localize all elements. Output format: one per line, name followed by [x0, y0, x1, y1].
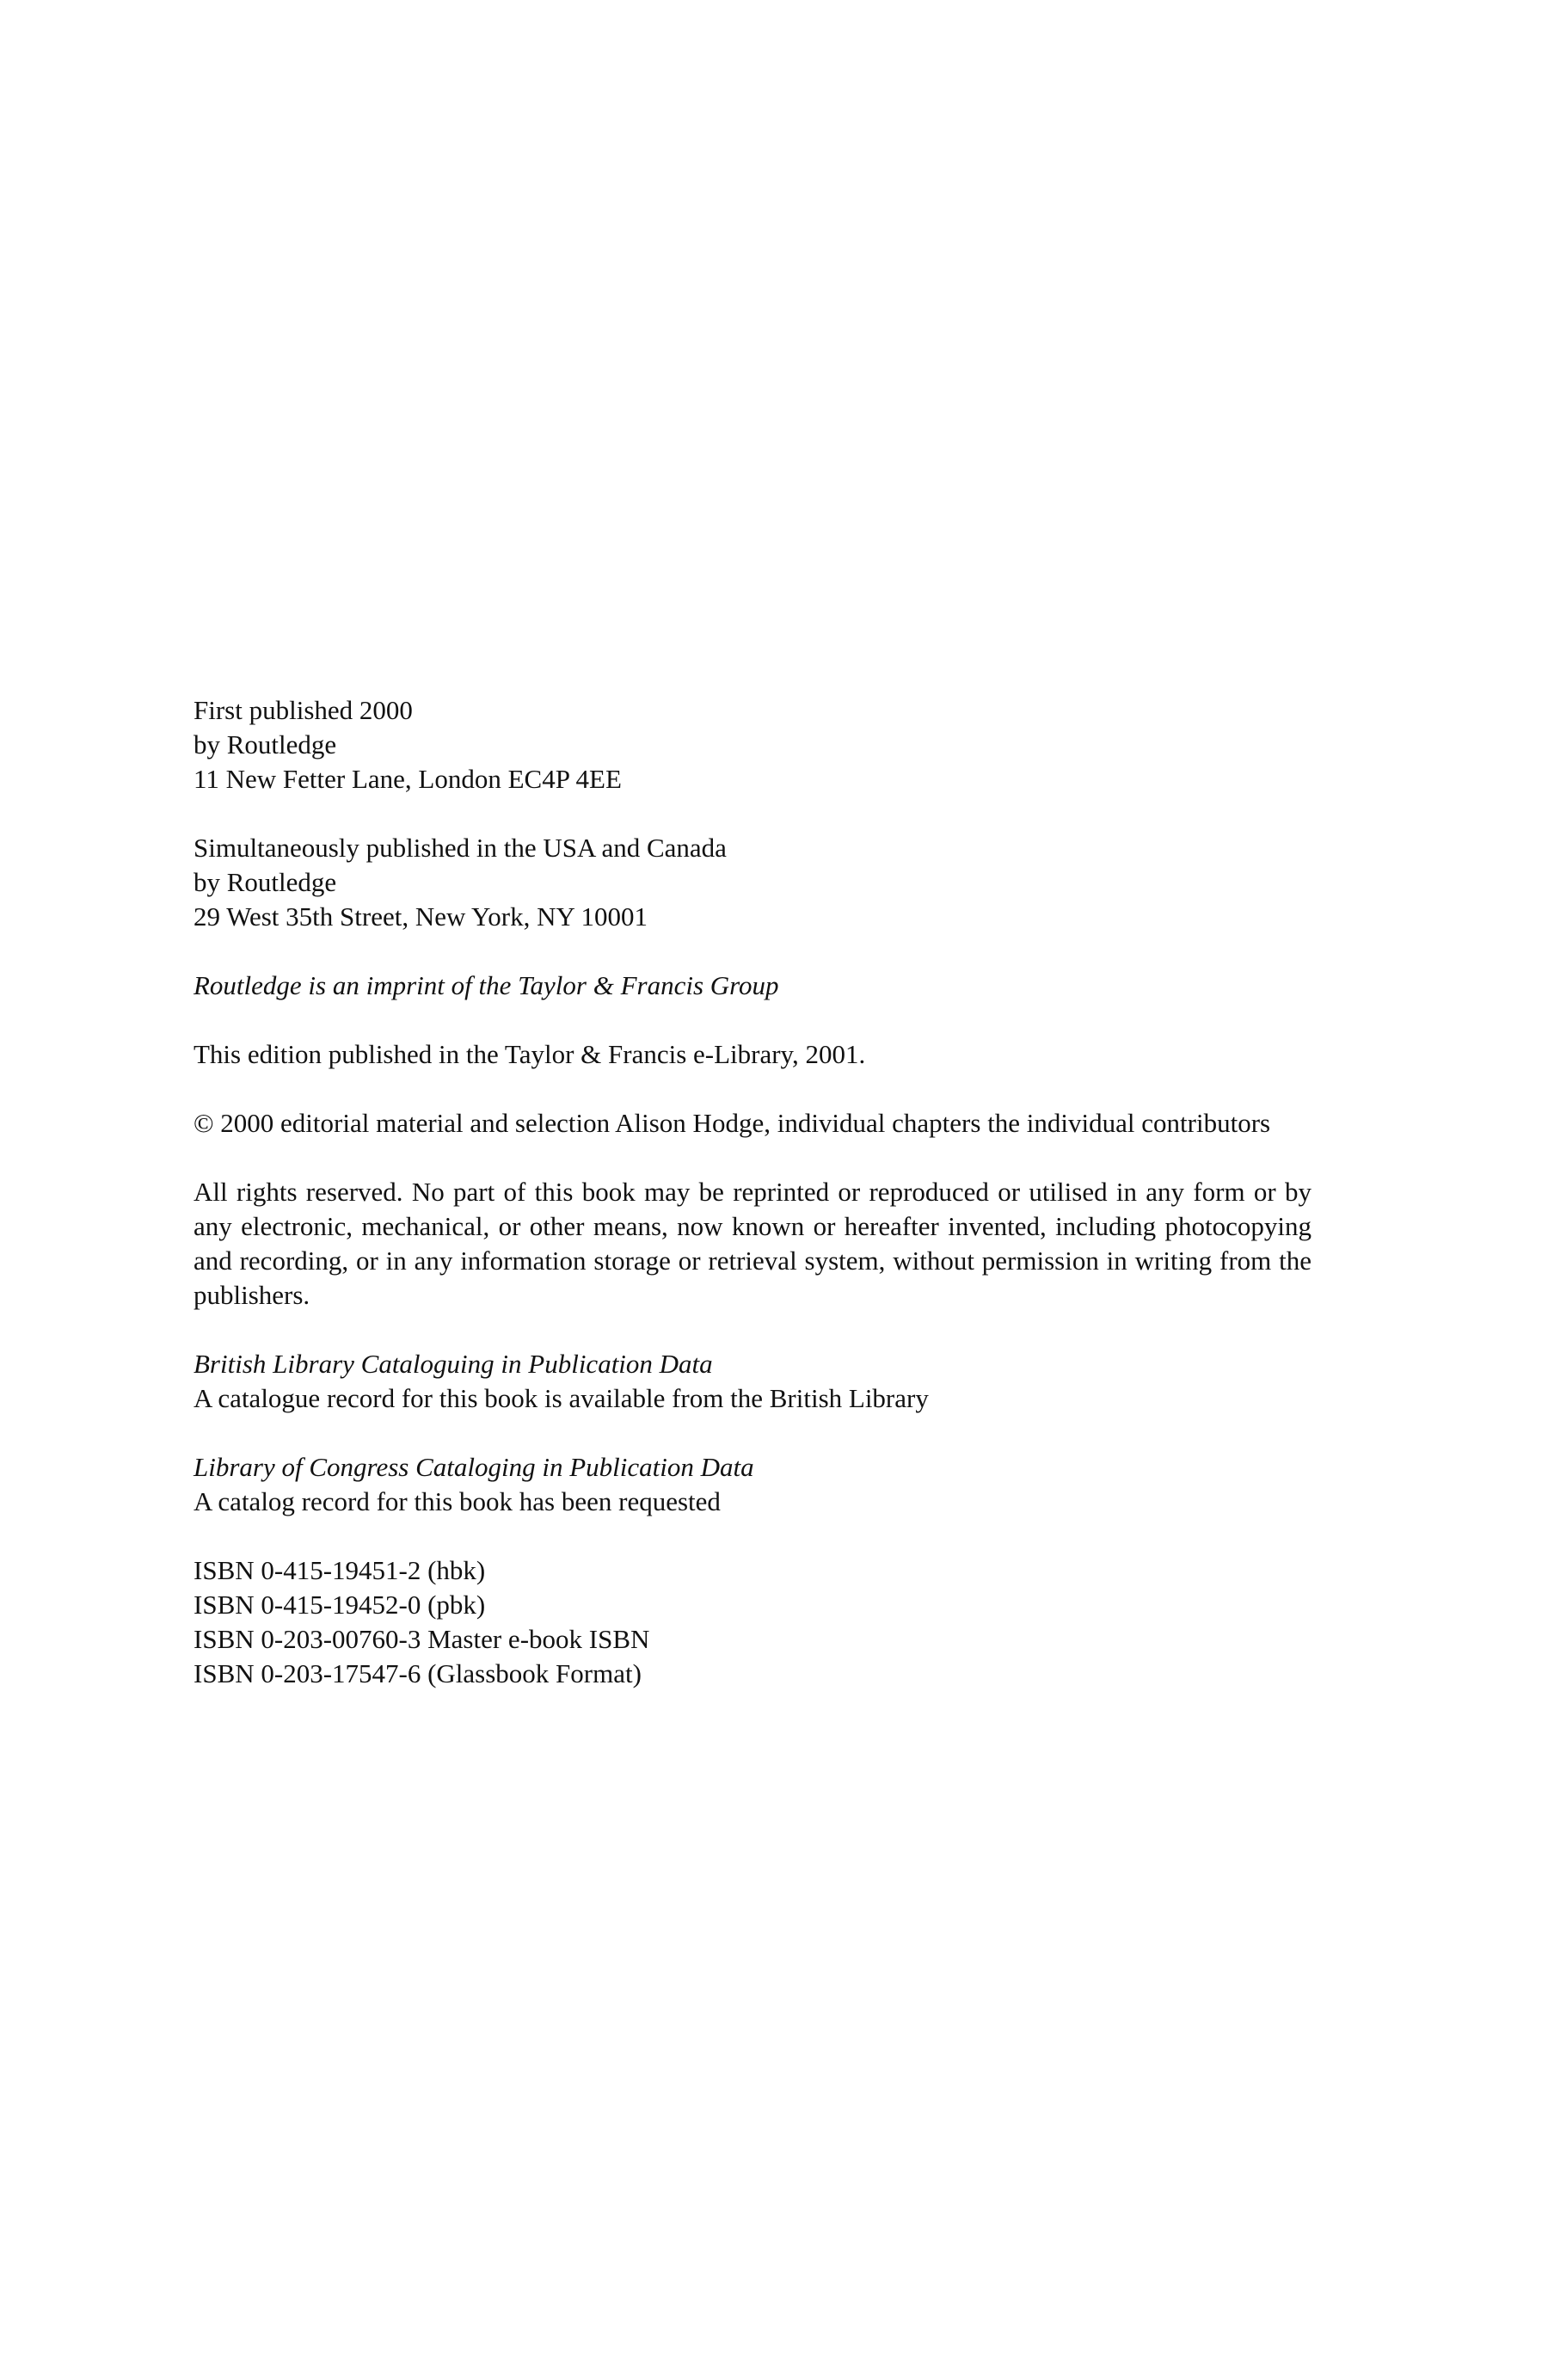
isbn-block — [194, 1553, 1312, 1691]
isbn-glassbook: ISBN 0-203-17547-6 (Glassbook Format) — [194, 1658, 642, 1688]
usa-canada-block — [194, 831, 1312, 934]
isbn-master-ebook: ISBN 0-203-00760-3 Master e-book ISBN — [194, 1624, 650, 1654]
publisher-line: by Routledge — [194, 729, 337, 760]
british-library-heading: British Library Cataloguing in Publication Data — [194, 1349, 713, 1379]
first-published-block — [194, 693, 1312, 796]
london-address-line: 11 New Fetter Lane, London EC4P 4EE — [194, 764, 622, 794]
rights-block — [194, 1175, 1312, 1313]
copyright-statement: © 2000 editorial material and selection Alison Hodge, individual chapters the individual contributors — [194, 1108, 1271, 1138]
usa-publisher-line: by Routledge — [194, 867, 337, 897]
imprint-statement: Routledge is an imprint of the Taylor & Francis Group — [194, 970, 779, 1000]
edition-statement: This edition published in the Taylor & Francis e-Library, 2001. — [194, 1039, 866, 1069]
imprint-block — [194, 969, 1312, 1003]
library-of-congress-block — [194, 1450, 1312, 1519]
isbn-pbk: ISBN 0-415-19452-0 (pbk) — [194, 1590, 486, 1620]
rights-statement: All rights reserved. No part of this book may be reprinted or reproduced or utilised in any form or by any electronic, mechanical, or other means, now known or hereafter invented, including photocopying and recording, or in any information storage or retrieval system, without permission in writing from the publishers. — [194, 1177, 1312, 1310]
british-library-block — [194, 1347, 1312, 1416]
isbn-hbk: ISBN 0-415-19451-2 (hbk) — [194, 1555, 486, 1585]
library-of-congress-heading: Library of Congress Cataloging in Publication Data — [194, 1452, 754, 1482]
new-york-address-line: 29 West 35th Street, New York, NY 10001 — [194, 901, 648, 932]
british-library-text: A catalogue record for this book is available from the British Library — [194, 1383, 929, 1413]
simultaneous-publication-line: Simultaneously published in the USA and Canada — [194, 833, 727, 863]
library-of-congress-text: A catalog record for this book has been requested — [194, 1486, 721, 1516]
edition-block — [194, 1037, 1312, 1072]
first-published-line: First published 2000 — [194, 695, 413, 725]
copyright-page — [194, 693, 1312, 1725]
copyright-block — [194, 1106, 1312, 1141]
